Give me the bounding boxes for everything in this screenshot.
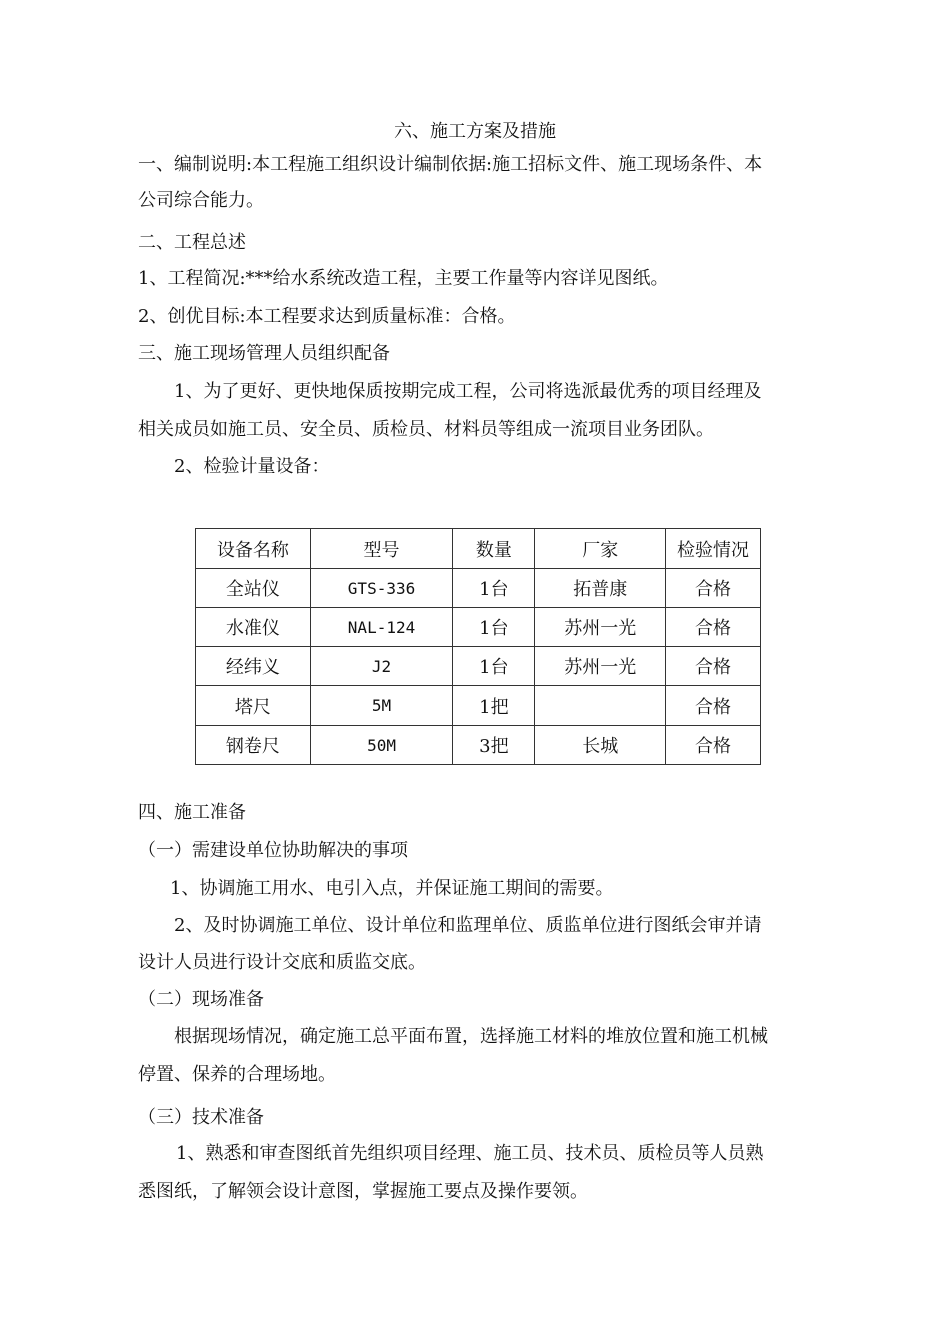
table-row [196, 569, 761, 608]
table-cell: 长城 [535, 726, 666, 765]
header-cell: 厂家 [535, 529, 666, 569]
quality-target: 2、创优目标:本工程要求达到质量标准：合格。 [138, 306, 516, 327]
subsection-1-heading: （一）需建设单位协助解决的事项 [138, 840, 408, 861]
section-3-heading: 三、施工现场管理人员组织配备 [138, 343, 390, 364]
equipment-intro: 2、检验计量设备： [174, 456, 330, 477]
page-title: 六、施工方案及措施 [394, 121, 556, 142]
table-row [196, 686, 761, 726]
table-cell: 苏州一光 [535, 647, 666, 686]
table-row [196, 647, 761, 686]
table-cell: 拓普康 [535, 569, 666, 608]
table-cell: 合格 [665, 647, 760, 686]
subsection-2-heading: （二）现场准备 [138, 989, 264, 1010]
table-cell: 塔尺 [196, 686, 311, 726]
equipment-table [195, 528, 761, 765]
table-cell: 合格 [665, 569, 760, 608]
project-overview: 1、工程简况:***给水系统改造工程，主要工作量等内容详见图纸。 [138, 268, 669, 289]
subsection-3-heading: （三）技术准备 [138, 1107, 264, 1128]
tech-prep-line2: 悉图纸，了解领会设计意图，掌握施工要点及操作要领。 [138, 1181, 588, 1202]
tech-prep-line1: 1、熟悉和审查图纸首先组织项目经理、施工员、技术员、质检员等人员熟 [176, 1143, 764, 1164]
table-cell: 苏州一光 [535, 608, 666, 647]
table-cell: 经纬义 [196, 647, 311, 686]
staffing-line2: 相关成员如施工员、安全员、质检员、材料员等组成一流项目业务团队。 [138, 419, 714, 440]
table-cell: 合格 [665, 686, 760, 726]
table-row [196, 608, 761, 647]
table-cell: 水准仪 [196, 608, 311, 647]
site-prep-line2: 停置、保养的合理场地。 [138, 1064, 336, 1085]
table-cell: GTS-336 [310, 569, 453, 608]
section-2-heading: 二、工程总述 [138, 232, 246, 253]
coordination-item2-line1: 2、及时协调施工单位、设计单位和监理单位、质监单位进行图纸会审并请 [174, 915, 762, 936]
table-cell: NAL-124 [310, 608, 453, 647]
coordination-item2-line2: 设计人员进行设计交底和质监交底。 [138, 952, 426, 973]
table-cell: J2 [310, 647, 453, 686]
compile-note-line1: 一、编制说明:本工程施工组织设计编制依据:施工招标文件、施工现场条件、本 [138, 154, 763, 175]
header-cell: 设备名称 [196, 529, 311, 569]
site-prep-line1: 根据现场情况，确定施工总平面布置，选择施工材料的堆放位置和施工机械 [174, 1026, 768, 1047]
compile-note-line2: 公司综合能力。 [138, 190, 264, 211]
staffing-line1: 1、为了更好、更快地保质按期完成工程，公司将选派最优秀的项目经理及 [174, 381, 762, 402]
table-cell: 1台 [453, 647, 535, 686]
section-4-heading: 四、施工准备 [138, 802, 246, 823]
table-cell: 3把 [453, 726, 535, 765]
table-cell: 合格 [665, 608, 760, 647]
coordination-item1: 1、协调施工用水、电引入点，并保证施工期间的需要。 [170, 878, 614, 899]
table-cell: 1台 [453, 608, 535, 647]
header-cell: 检验情况 [665, 529, 760, 569]
table-cell: 5M [310, 686, 453, 726]
table-row [196, 726, 761, 765]
table-cell [535, 686, 666, 726]
table-cell: 50M [310, 726, 453, 765]
table-cell: 合格 [665, 726, 760, 765]
table-header-row [196, 529, 761, 569]
header-cell: 型号 [310, 529, 453, 569]
table-cell: 1台 [453, 569, 535, 608]
table-cell: 1把 [453, 686, 535, 726]
table-cell: 全站仪 [196, 569, 311, 608]
table-cell: 钢卷尺 [196, 726, 311, 765]
header-cell: 数量 [453, 529, 535, 569]
